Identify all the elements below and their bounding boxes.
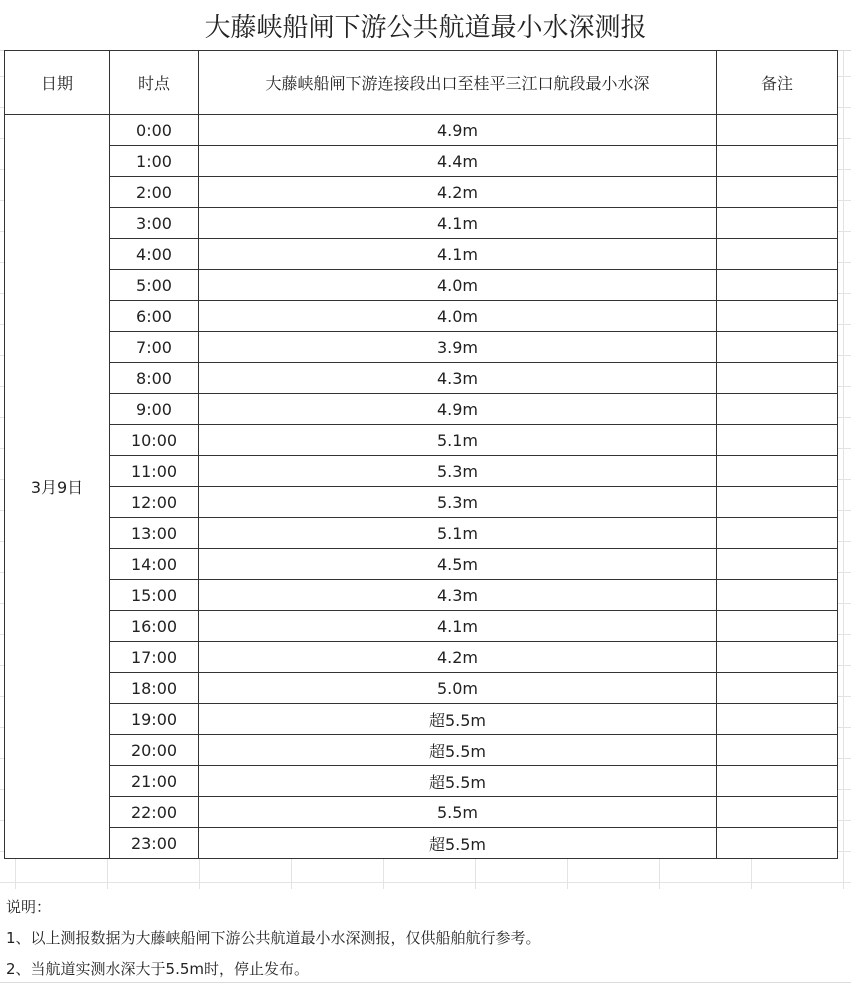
time-cell: 23:00 bbox=[110, 828, 199, 859]
depth-cell: 4.1m bbox=[199, 239, 717, 270]
note-cell bbox=[717, 394, 838, 425]
depth-report-table bbox=[4, 50, 838, 859]
time-cell: 3:00 bbox=[110, 208, 199, 239]
depth-cell: 4.9m bbox=[199, 394, 717, 425]
header-date: 日期 bbox=[5, 51, 110, 115]
note-item-2: 2、当航道实测水深大于5.5m时，停止发布。 bbox=[6, 960, 310, 978]
note-cell bbox=[717, 549, 838, 580]
depth-cell: 超5.5m bbox=[199, 704, 717, 735]
table-row bbox=[5, 766, 838, 797]
table-row bbox=[5, 177, 838, 208]
table-row bbox=[5, 239, 838, 270]
note-cell bbox=[717, 580, 838, 611]
time-cell: 17:00 bbox=[110, 642, 199, 673]
depth-cell: 4.0m bbox=[199, 301, 717, 332]
depth-cell: 超5.5m bbox=[199, 828, 717, 859]
depth-cell: 4.4m bbox=[199, 146, 717, 177]
time-cell: 2:00 bbox=[110, 177, 199, 208]
table-row bbox=[5, 673, 838, 704]
depth-cell: 5.3m bbox=[199, 456, 717, 487]
table-row bbox=[5, 394, 838, 425]
header-depth: 大藤峡船闸下游连接段出口至桂平三江口航段最小水深 bbox=[199, 51, 717, 115]
date-cell: 3月9日 bbox=[5, 115, 110, 859]
table-row bbox=[5, 363, 838, 394]
time-cell: 22:00 bbox=[110, 797, 199, 828]
depth-cell: 4.0m bbox=[199, 270, 717, 301]
time-cell: 15:00 bbox=[110, 580, 199, 611]
page-title: 大藤峡船闸下游公共航道最小水深测报 bbox=[0, 0, 851, 51]
time-cell: 18:00 bbox=[110, 673, 199, 704]
note-cell bbox=[717, 797, 838, 828]
time-cell: 13:00 bbox=[110, 518, 199, 549]
depth-cell: 5.1m bbox=[199, 425, 717, 456]
note-cell bbox=[717, 270, 838, 301]
table-row bbox=[5, 115, 838, 146]
table-row bbox=[5, 208, 838, 239]
time-cell: 10:00 bbox=[110, 425, 199, 456]
time-cell: 14:00 bbox=[110, 549, 199, 580]
note-cell bbox=[717, 456, 838, 487]
depth-cell: 4.1m bbox=[199, 611, 717, 642]
table-row bbox=[5, 611, 838, 642]
table-row bbox=[5, 146, 838, 177]
depth-cell: 超5.5m bbox=[199, 766, 717, 797]
header-time: 时点 bbox=[110, 51, 199, 115]
note-cell bbox=[717, 487, 838, 518]
note-cell bbox=[717, 518, 838, 549]
depth-cell: 4.2m bbox=[199, 177, 717, 208]
table-row bbox=[5, 487, 838, 518]
note-cell bbox=[717, 363, 838, 394]
time-cell: 8:00 bbox=[110, 363, 199, 394]
depth-cell: 5.5m bbox=[199, 797, 717, 828]
note-cell bbox=[717, 828, 838, 859]
table-row bbox=[5, 456, 838, 487]
note-cell bbox=[717, 301, 838, 332]
note-cell bbox=[717, 332, 838, 363]
time-cell: 21:00 bbox=[110, 766, 199, 797]
table-row bbox=[5, 425, 838, 456]
time-cell: 19:00 bbox=[110, 704, 199, 735]
depth-cell: 3.9m bbox=[199, 332, 717, 363]
notes-heading: 说明： bbox=[6, 898, 52, 916]
time-cell: 9:00 bbox=[110, 394, 199, 425]
time-cell: 1:00 bbox=[110, 146, 199, 177]
note-cell bbox=[717, 611, 838, 642]
note-cell bbox=[717, 642, 838, 673]
time-cell: 11:00 bbox=[110, 456, 199, 487]
time-cell: 12:00 bbox=[110, 487, 199, 518]
table-row bbox=[5, 580, 838, 611]
table-header-row bbox=[5, 51, 838, 115]
note-item-1: 1、以上测报数据为大藤峡船闸下游公共航道最小水深测报，仅供船舶航行参考。 bbox=[6, 929, 541, 947]
table-row bbox=[5, 332, 838, 363]
note-cell bbox=[717, 704, 838, 735]
notes-section bbox=[0, 858, 851, 983]
note-cell bbox=[717, 425, 838, 456]
table-row bbox=[5, 797, 838, 828]
depth-cell: 4.5m bbox=[199, 549, 717, 580]
depth-cell: 5.1m bbox=[199, 518, 717, 549]
depth-cell: 4.9m bbox=[199, 115, 717, 146]
time-cell: 4:00 bbox=[110, 239, 199, 270]
depth-cell: 5.3m bbox=[199, 487, 717, 518]
time-cell: 6:00 bbox=[110, 301, 199, 332]
table-row bbox=[5, 301, 838, 332]
note-cell bbox=[717, 239, 838, 270]
table-row bbox=[5, 828, 838, 859]
time-cell: 16:00 bbox=[110, 611, 199, 642]
depth-cell: 4.3m bbox=[199, 363, 717, 394]
time-cell: 20:00 bbox=[110, 735, 199, 766]
note-cell bbox=[717, 146, 838, 177]
table-row bbox=[5, 704, 838, 735]
note-cell bbox=[717, 735, 838, 766]
depth-cell: 4.2m bbox=[199, 642, 717, 673]
time-cell: 5:00 bbox=[110, 270, 199, 301]
table-row bbox=[5, 549, 838, 580]
note-cell bbox=[717, 673, 838, 704]
header-note: 备注 bbox=[717, 51, 838, 115]
table-row bbox=[5, 518, 838, 549]
table-row bbox=[5, 642, 838, 673]
depth-cell: 4.3m bbox=[199, 580, 717, 611]
note-cell bbox=[717, 208, 838, 239]
depth-cell: 超5.5m bbox=[199, 735, 717, 766]
time-cell: 7:00 bbox=[110, 332, 199, 363]
depth-cell: 4.1m bbox=[199, 208, 717, 239]
table-row bbox=[5, 270, 838, 301]
table-row bbox=[5, 735, 838, 766]
time-cell: 0:00 bbox=[110, 115, 199, 146]
note-cell bbox=[717, 115, 838, 146]
note-cell bbox=[717, 177, 838, 208]
note-cell bbox=[717, 766, 838, 797]
depth-cell: 5.0m bbox=[199, 673, 717, 704]
